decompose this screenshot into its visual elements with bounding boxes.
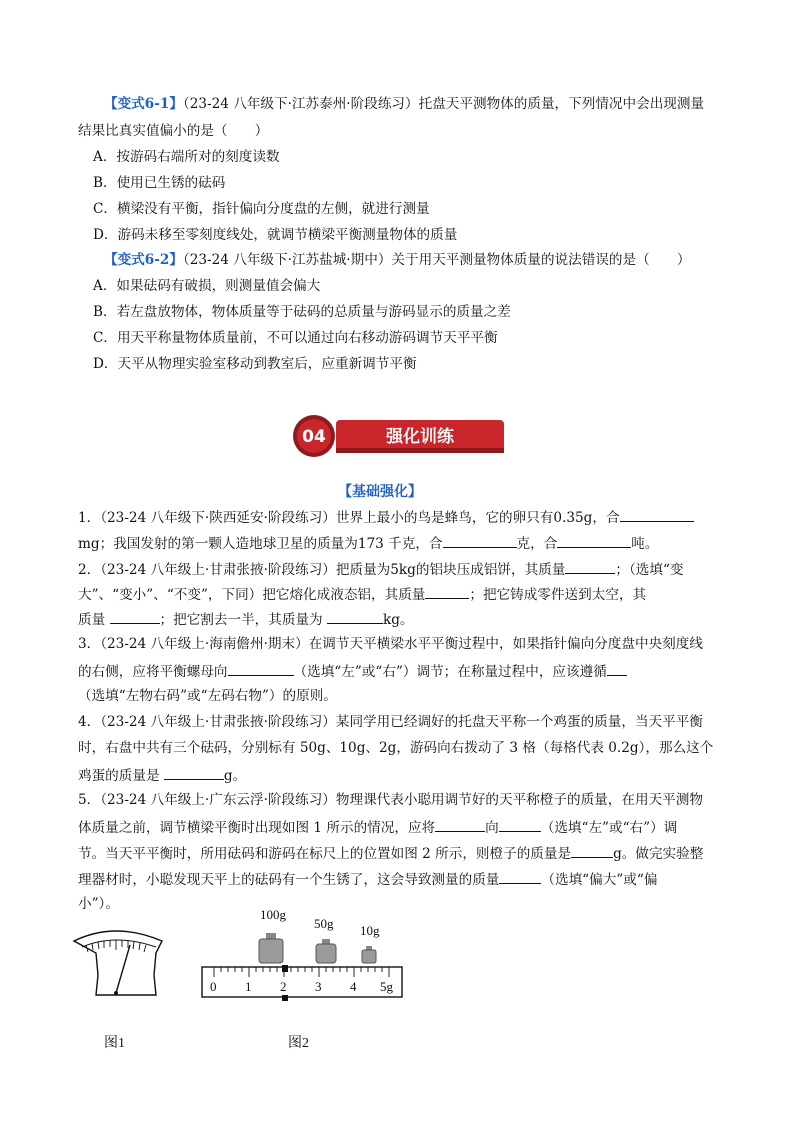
option-b: B．使用已生锈的砝码	[93, 175, 226, 191]
option-c: C．用天平称量物体质量前，不可以通过向右移动游码调节天平平衡	[93, 330, 498, 346]
answer-blank[interactable]	[499, 817, 541, 832]
q2-line2: 大”、“变小”、“不变”，下同）把它熔化成液态铝，其质量 ；把它铸成零件送到太空，其	[78, 584, 646, 604]
answer-blank[interactable]	[327, 609, 383, 624]
rider-scale	[202, 965, 402, 1001]
variant-6-1-line2: 结果比真实值偏小的是（ ）	[78, 123, 269, 139]
q4-line1: 4．（23-24 八年级上·甘肃张掖·阶段练习）某同学用已经调好的托盘天平称一个鸡蛋的质量，当天平平衡	[78, 714, 703, 730]
section-banner	[288, 414, 510, 458]
balance-figures	[60, 905, 420, 1055]
variant-tag: 【变式6-2】	[104, 252, 183, 268]
answer-blank[interactable]	[110, 609, 160, 624]
pointer	[116, 945, 130, 993]
q4-line2: 时，右盘中共有三个砝码，分别标有 50g、10g、2g，游码向右拨动了 3 格（每格代表 0.2g），那么这个	[78, 740, 714, 756]
answer-blank[interactable]	[228, 661, 294, 676]
figure2-caption: 图2	[288, 1036, 309, 1051]
scale-label: 4	[350, 979, 357, 994]
option-d: D．游码未移至零刻度线处，就调节横梁平衡测量物体的质量	[93, 227, 458, 243]
q2-line1: 2．（23-24 八年级上·甘肃张掖·阶段练习）把质量为5kg的铝块压成铝饼，其质量 ；（选填“变	[78, 559, 684, 579]
q1-line2: mg；我国发射的第一颗人造地球卫星的质量为173 千克，合 克，合 吨。	[78, 533, 658, 553]
q5-line3: 节。当天平平衡时，所用砝码和游码在标尺上的位置如图 2 所示，则橙子的质量是 g。做完实验整	[78, 843, 703, 863]
weight-label-10g: 10g	[360, 923, 380, 938]
section-heading: 【基础强化】	[338, 484, 422, 500]
answer-blank[interactable]	[499, 869, 541, 884]
answer-blank[interactable]	[443, 533, 517, 548]
balance-dial-figure	[74, 931, 162, 995]
option-a: A．按游码右端所对的刻度读数	[93, 149, 280, 165]
weight-label-100g: 100g	[260, 907, 286, 922]
answer-blank[interactable]	[565, 559, 615, 574]
answer-blank[interactable]	[425, 584, 469, 599]
q3-line1: 3．（23-24 八年级上·海南儋州·期末）在调节天平横梁水平平衡过程中，如果指针偏向分度盘中央刻度线	[78, 636, 703, 652]
figure1-caption: 图1	[104, 1036, 125, 1051]
answer-blank[interactable]	[607, 661, 627, 676]
answer-blank[interactable]	[435, 817, 485, 832]
q4-line3: 鸡蛋的质量是 g。	[78, 765, 246, 785]
scale-label: 3	[315, 979, 322, 994]
answer-blank[interactable]	[571, 843, 613, 858]
rider-bottom	[282, 995, 288, 1001]
q3-line2: 的右侧，应将平衡螺母向 （选填“左”或“右”）调节；在称量过程中，应该遵循	[78, 661, 627, 681]
answer-blank[interactable]	[557, 533, 631, 548]
option-c: C．横梁没有平衡，指针偏向分度盘的左侧，就进行测量	[93, 201, 430, 217]
q5-line1: 5．（23-24 八年级上·广东云浮·阶段练习）物理课代表小聪用调节好的天平称橙子的质量，在用天平测物	[78, 792, 703, 808]
q5-line4: 理器材时，小聪发现天平上的砝码有一个生锈了，这会导致测量的质量 （选填“偏大”或“偏	[78, 869, 657, 889]
q5-line2: 体质量之前，调节横梁平衡时出现如图 1 所示的情况，应将 向 （选填“左”或“右”）调	[78, 817, 677, 837]
q5-line5: 小”）。	[78, 896, 119, 912]
answer-blank[interactable]	[620, 507, 694, 522]
weights	[259, 907, 380, 963]
variant-6-1-line1: 【变式6-1】（23-24 八年级下·江苏泰州·阶段练习）托盘天平测物体的质量，下列情况中会出现测量	[104, 96, 705, 112]
weight-label-50g: 50g	[314, 916, 334, 931]
rider-top	[282, 965, 288, 972]
banner-title: 强化训练	[386, 427, 454, 447]
option-a: A．如果砝码有破损，则测量值会偏大	[93, 278, 321, 294]
scale-label: 5g	[380, 979, 393, 994]
q3-line3: （选填“左物右码”或“左码右物”）的原则。	[78, 688, 337, 704]
q1-line1: 1．（23-24 八年级下·陕西延安·阶段练习）世界上最小的鸟是蜂鸟，它的卵只有0.35g，合	[78, 507, 694, 527]
banner-number: 04	[302, 427, 326, 447]
scale-label: 0	[210, 979, 217, 994]
scale-label: 1	[245, 979, 252, 994]
variant-6-2-line1: 【变式6-2】（23-24 八年级下·江苏盐城·期中）关于用天平测量物体质量的说法错误的是（ ）	[104, 252, 691, 268]
option-b: B．若左盘放物体，物体质量等于砝码的总质量与游码显示的质量之差	[93, 304, 511, 320]
answer-blank[interactable]	[164, 765, 224, 780]
option-d: D．天平从物理实验室移动到教室后，应重新调节平衡	[93, 356, 417, 372]
q2-line3: 质量 ；把它割去一半，其质量为 kg。	[78, 609, 414, 629]
scale-label: 2	[280, 979, 287, 994]
variant-tag: 【变式6-1】	[104, 96, 183, 112]
